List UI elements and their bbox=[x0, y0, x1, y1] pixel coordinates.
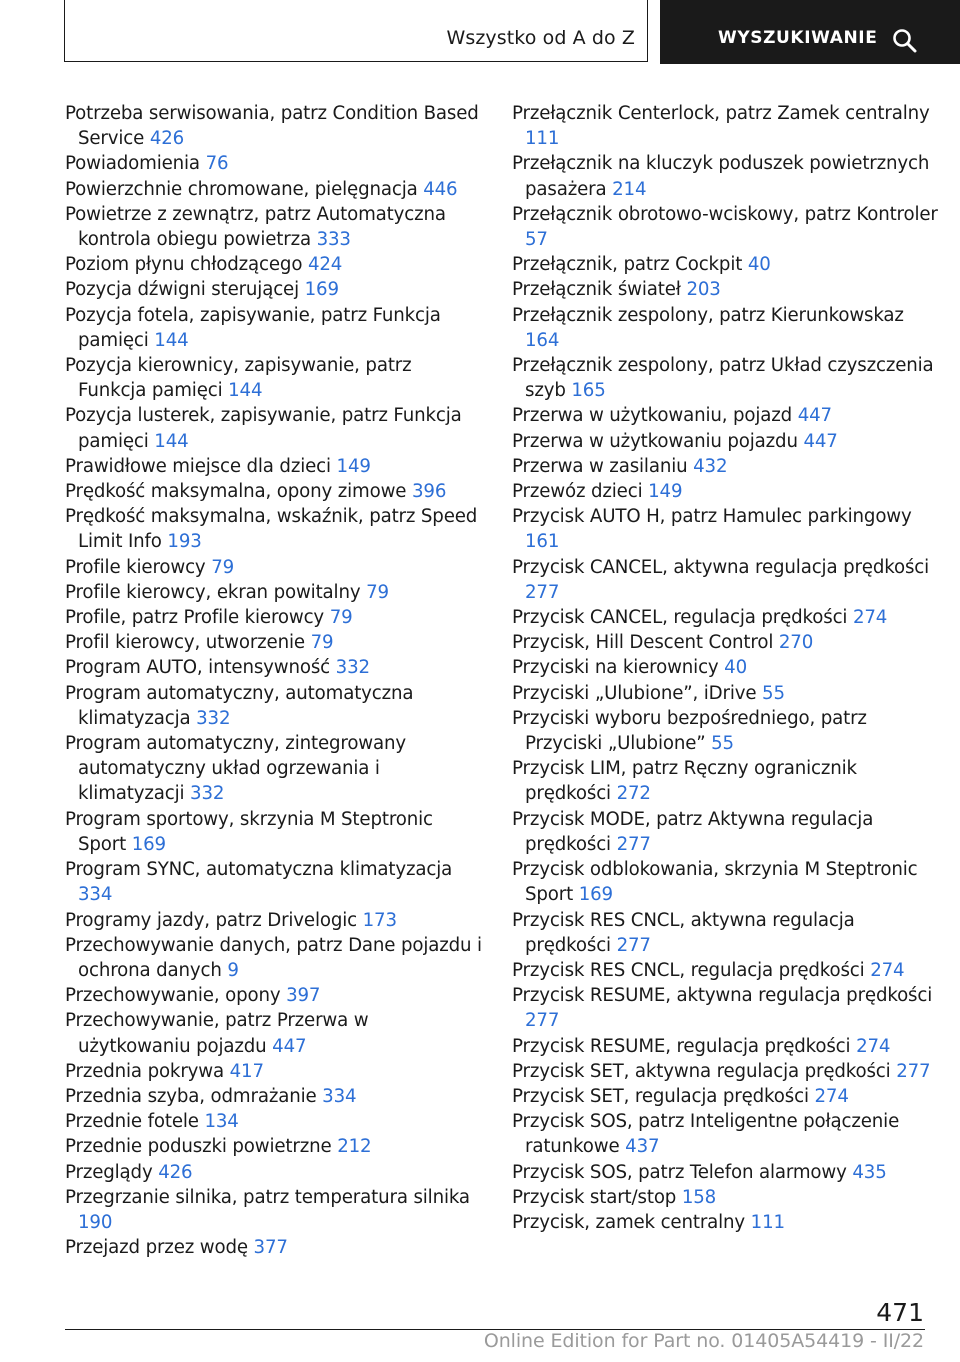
index-entry-text: Przeglądy bbox=[65, 1161, 159, 1183]
index-entry-text: Przycisk RES CNCL, regulacja prędkości bbox=[512, 959, 871, 981]
page-link[interactable]: 424 bbox=[307, 254, 343, 276]
page-link[interactable]: 144 bbox=[154, 430, 189, 452]
index-entry bbox=[512, 454, 942, 479]
index-entry-text: Przegrzanie silnika, patrz temperatura silnika bbox=[65, 1186, 470, 1208]
index-entry-text: Przednia pokrywa bbox=[65, 1060, 230, 1082]
page-link[interactable]: 144 bbox=[154, 329, 189, 351]
index-entry bbox=[65, 731, 485, 807]
index-entry-text: Przycisk LIM, patrz Ręczny ogranicznik prędkości bbox=[512, 758, 857, 805]
page-link[interactable]: 190 bbox=[78, 1211, 113, 1233]
page-link[interactable]: 79 bbox=[329, 607, 353, 629]
page-link[interactable]: 212 bbox=[337, 1136, 372, 1158]
page-link[interactable]: 144 bbox=[228, 380, 263, 402]
index-entry bbox=[65, 1109, 485, 1134]
index-entry-text: Prędkość maksymalna, opony zimowe bbox=[65, 481, 412, 503]
index-entry bbox=[512, 857, 942, 907]
page-link[interactable]: 79 bbox=[366, 581, 389, 603]
page-link[interactable]: 161 bbox=[525, 531, 560, 553]
index-entry-text: Przycisk RESUME, aktywna regulacja prędkości bbox=[512, 985, 933, 1007]
page-link[interactable]: 426 bbox=[158, 1161, 193, 1183]
index-entry-text: Przechowywanie, patrz Przerwa w użytkowaniu pojazdu bbox=[65, 1010, 369, 1057]
page-link[interactable]: 55 bbox=[762, 682, 785, 704]
index-entry bbox=[65, 1160, 485, 1185]
index-entry-text: Przednie poduszki powietrzne bbox=[65, 1136, 338, 1158]
index-entry bbox=[65, 177, 485, 202]
page-link[interactable]: 274 bbox=[856, 1035, 891, 1057]
index-entry bbox=[512, 681, 942, 706]
index-entry-text: Przycisk SET, aktywna regulacja prędkości bbox=[512, 1060, 897, 1082]
index-entry-text: Prawidłowe miejsce dla dzieci bbox=[65, 455, 337, 477]
page-link[interactable]: 397 bbox=[286, 985, 321, 1007]
index-entry-text: Przerwa w zasilaniu bbox=[512, 455, 694, 477]
index-entry bbox=[512, 1160, 942, 1185]
index-entry bbox=[512, 429, 942, 454]
page-link[interactable]: 111 bbox=[525, 128, 560, 150]
index-entry bbox=[65, 933, 485, 983]
search-tab-label: WYSZUKIWANIE bbox=[718, 28, 878, 48]
page-link[interactable]: 164 bbox=[525, 329, 560, 351]
page-link[interactable]: 57 bbox=[525, 229, 548, 251]
page-link[interactable]: 76 bbox=[205, 153, 229, 175]
index-entry-text: Przełącznik na kluczyk poduszek powietrznych pasażera bbox=[512, 153, 930, 200]
page-link[interactable]: 377 bbox=[253, 1237, 288, 1259]
page-link[interactable]: 158 bbox=[681, 1186, 717, 1208]
index-entry-text: Programy jazdy, patrz Drivelogic bbox=[65, 909, 363, 931]
index-column-left bbox=[65, 101, 485, 1260]
index-entry bbox=[512, 1084, 942, 1109]
page-link[interactable]: 214 bbox=[612, 178, 647, 200]
index-entry-text: Przechowywanie, opony bbox=[65, 985, 287, 1007]
index-entry bbox=[65, 1008, 485, 1058]
index-entry-text: Przycisk SET, regulacja prędkości bbox=[512, 1085, 815, 1107]
index-entry-text: Pozycja dźwigni sterującej bbox=[65, 279, 305, 301]
index-entry-text: Powietrze z zewnątrz, patrz Automatyczna kontrola obiegu powietrza bbox=[65, 203, 446, 251]
index-entry-text: Pozycja kierownicy, zapisywanie, patrz Funkcja pamięci bbox=[65, 355, 412, 402]
page-link[interactable]: 277 bbox=[616, 833, 651, 855]
index-entry-text: Przycisk AUTO H, patrz Hamulec parkingowy bbox=[512, 506, 912, 528]
index-entry bbox=[512, 555, 942, 605]
index-entry-text: Program sportowy, skrzynia M Steptronic Sport bbox=[65, 808, 433, 855]
index-entry bbox=[512, 756, 942, 806]
page-number: 471 bbox=[876, 1298, 924, 1327]
page-link[interactable]: 169 bbox=[578, 884, 613, 906]
index-entry bbox=[512, 479, 942, 504]
index-entry-text: Profile, patrz Profile kierowcy bbox=[65, 607, 330, 629]
page-link[interactable]: 417 bbox=[229, 1060, 264, 1082]
index-entry bbox=[512, 151, 942, 201]
index-entry-text: Przycisk RES CNCL, aktywna regulacja prędkości bbox=[512, 909, 855, 956]
page-link[interactable]: 396 bbox=[411, 481, 447, 503]
page-link[interactable]: 111 bbox=[750, 1211, 785, 1233]
page-link[interactable]: 447 bbox=[797, 405, 832, 427]
index-entry bbox=[512, 1059, 942, 1084]
index-columns bbox=[65, 101, 938, 1271]
index-entry bbox=[512, 630, 942, 655]
page-link[interactable]: 277 bbox=[616, 934, 651, 956]
index-entry-text: Przechowywanie danych, patrz Dane pojazdu i ochrona danych bbox=[65, 934, 482, 981]
page-link[interactable]: 277 bbox=[896, 1060, 931, 1082]
page-link[interactable]: 274 bbox=[852, 607, 888, 629]
index-entry-text: Przyciski wyboru bezpośredniego, patrz Przyciski „Ulubione” bbox=[512, 707, 867, 755]
index-entry bbox=[65, 605, 485, 630]
index-entry bbox=[65, 151, 485, 176]
index-entry bbox=[65, 857, 485, 907]
index-entry bbox=[65, 681, 485, 731]
page-link[interactable]: 40 bbox=[747, 254, 771, 276]
page-link[interactable]: 334 bbox=[322, 1085, 357, 1107]
tab-a-to-z[interactable] bbox=[64, 0, 648, 62]
page-link[interactable]: 169 bbox=[304, 279, 339, 301]
page-link[interactable]: 274 bbox=[814, 1085, 849, 1107]
index-entry bbox=[512, 101, 942, 151]
page-link[interactable]: 149 bbox=[648, 481, 683, 503]
index-entry bbox=[512, 252, 942, 277]
index-entry bbox=[512, 1210, 942, 1235]
search-tab[interactable] bbox=[660, 0, 960, 64]
index-entry-text: Pozycja fotela, zapisywanie, patrz Funkcja pamięci bbox=[65, 304, 441, 351]
index-entry bbox=[512, 403, 942, 428]
index-column-right bbox=[512, 101, 942, 1235]
page-link[interactable]: 270 bbox=[778, 632, 814, 654]
index-entry-text: Przycisk MODE, patrz Aktywna regulacja prędkości bbox=[512, 808, 874, 855]
index-entry bbox=[512, 303, 942, 353]
index-entry bbox=[65, 277, 485, 302]
index-entry-text: Przycisk SOS, patrz Telefon alarmowy bbox=[512, 1161, 853, 1183]
index-entry-text: Przycisk start/stop bbox=[512, 1186, 682, 1208]
index-entry-text: Przycisk CANCEL, regulacja prędkości bbox=[512, 607, 853, 629]
search-icon bbox=[892, 28, 918, 54]
index-entry bbox=[512, 504, 942, 554]
page-link[interactable]: 173 bbox=[362, 909, 397, 931]
page-link[interactable]: 165 bbox=[571, 380, 606, 402]
index-entry bbox=[512, 983, 942, 1033]
index-entry bbox=[65, 555, 485, 580]
index-entry-text: Przełącznik zespolony, patrz Układ czyszczenia szyb bbox=[512, 355, 934, 402]
index-entry bbox=[65, 252, 485, 277]
page-link[interactable]: 40 bbox=[724, 657, 748, 679]
page-link[interactable]: 426 bbox=[149, 128, 185, 150]
index-entry bbox=[65, 580, 485, 605]
index-entry-text: Przerwa w użytkowaniu pojazdu bbox=[512, 430, 804, 452]
index-entry-text: Powierzchnie chromowane, pielęgnacja bbox=[65, 178, 424, 200]
index-entry bbox=[65, 983, 485, 1008]
index-entry-text: Program automatyczny, zintegrowany automatyczny układ ogrzewania i klimatyzacji bbox=[65, 733, 407, 805]
index-entry-text: Przycisk CANCEL, aktywna regulacja prędkości bbox=[512, 556, 930, 578]
page-link[interactable]: 447 bbox=[803, 430, 838, 452]
index-entry bbox=[65, 1235, 485, 1260]
page-link[interactable]: 333 bbox=[316, 229, 351, 251]
page-link[interactable]: 332 bbox=[196, 707, 231, 729]
page-link[interactable]: 203 bbox=[686, 279, 721, 301]
page-link[interactable]: 169 bbox=[131, 833, 166, 855]
footer-edition: Online Edition for Part no. 01405A54419 - II/22 bbox=[483, 1330, 924, 1352]
index-entry bbox=[65, 454, 485, 479]
index-entry-text: Program SYNC, automatyczna klimatyzacja bbox=[65, 859, 453, 881]
index-entry-text: Pozycja lusterek, zapisywanie, patrz Funkcja pamięci bbox=[65, 405, 462, 452]
index-entry-text: Przełącznik świateł bbox=[512, 279, 687, 301]
index-entry bbox=[512, 1109, 942, 1159]
page-link[interactable]: 149 bbox=[336, 455, 371, 477]
index-entry bbox=[512, 706, 942, 756]
index-entry bbox=[512, 1034, 942, 1059]
index-entry bbox=[65, 479, 485, 504]
page-link[interactable]: 9 bbox=[227, 959, 239, 981]
page-link[interactable]: 79 bbox=[310, 632, 334, 654]
index-entry bbox=[65, 630, 485, 655]
index-entry-text: Przednie fotele bbox=[65, 1111, 205, 1133]
index-entry-text: Prędkość maksymalna, wskaźnik, patrz Speed Limit Info bbox=[65, 506, 478, 553]
page-link[interactable]: 332 bbox=[335, 657, 370, 679]
index-entry bbox=[65, 908, 485, 933]
index-entry-text: Przełącznik obrotowo-wciskowy, patrz Kontroler bbox=[512, 203, 938, 225]
page-link[interactable]: 277 bbox=[525, 581, 560, 603]
index-entry-text: Powiadomienia bbox=[65, 153, 206, 175]
index-entry bbox=[512, 655, 942, 680]
page-link[interactable]: 432 bbox=[693, 455, 728, 477]
header bbox=[64, 0, 960, 64]
page-link[interactable]: 193 bbox=[167, 531, 202, 553]
index-entry-text: Przewóz dzieci bbox=[512, 481, 649, 503]
index-entry-text: Przerwa w użytkowaniu, pojazd bbox=[512, 405, 798, 427]
index-entry-text: Przycisk, Hill Descent Control bbox=[512, 632, 779, 654]
index-entry bbox=[65, 101, 485, 151]
index-entry-text: Przyciski „Ulubione”, iDrive bbox=[512, 682, 763, 704]
page-link[interactable]: 134 bbox=[204, 1111, 239, 1133]
page-link[interactable]: 79 bbox=[211, 556, 235, 578]
tab-a-to-z-label: Wszystko od A do Z bbox=[446, 27, 635, 49]
page-link[interactable]: 435 bbox=[852, 1161, 887, 1183]
page-link[interactable]: 55 bbox=[711, 733, 734, 755]
index-entry bbox=[512, 958, 942, 983]
index-entry bbox=[512, 908, 942, 958]
index-entry-text: Przyciski na kierownicy bbox=[512, 657, 725, 679]
index-entry-text: Potrzeba serwisowania, patrz Condition Based Service bbox=[65, 103, 479, 150]
page-link[interactable]: 447 bbox=[272, 1035, 307, 1057]
index-entry bbox=[65, 403, 485, 453]
index-entry-text: Profile kierowcy, ekran powitalny bbox=[65, 581, 367, 603]
index-entry-text: Przycisk SOS, patrz Inteligentne połączenie ratunkowe bbox=[512, 1111, 900, 1158]
page-link[interactable]: 274 bbox=[870, 959, 905, 981]
index-entry bbox=[65, 1134, 485, 1159]
index-entry-text: Profil kierowcy, utworzenie bbox=[65, 632, 311, 654]
page-link[interactable]: 332 bbox=[190, 783, 225, 805]
index-entry bbox=[65, 807, 485, 857]
index-entry-text: Poziom płynu chłodzącego bbox=[65, 254, 308, 276]
index-entry-text: Przełącznik Centerlock, patrz Zamek centralny bbox=[512, 103, 930, 124]
index-entry bbox=[65, 353, 485, 403]
page-link[interactable]: 334 bbox=[78, 884, 113, 906]
index-entry-text: Przycisk odblokowania, skrzynia M Steptronic Sport bbox=[512, 859, 918, 906]
index-entry bbox=[65, 1084, 485, 1109]
index-entry-text: Profile kierowcy bbox=[65, 556, 212, 578]
index-entry bbox=[512, 353, 942, 403]
index-entry-text: Program automatyczny, automatyczna klimatyzacja bbox=[65, 682, 414, 729]
index-entry bbox=[65, 202, 485, 252]
index-entry bbox=[512, 277, 942, 302]
page-link[interactable]: 446 bbox=[423, 178, 458, 200]
index-entry-text: Przełącznik, patrz Cockpit bbox=[512, 254, 748, 276]
index-entry-text: Przejazd przez wodę bbox=[65, 1237, 254, 1259]
index-entry-text: Przednia szyba, odmrażanie bbox=[65, 1085, 323, 1107]
index-entry bbox=[512, 605, 942, 630]
page-link[interactable]: 272 bbox=[616, 783, 651, 805]
index-entry bbox=[65, 1059, 485, 1084]
index-entry bbox=[65, 303, 485, 353]
index-entry bbox=[65, 1185, 485, 1235]
page-link[interactable]: 437 bbox=[625, 1136, 660, 1158]
index-entry bbox=[512, 807, 942, 857]
index-entry bbox=[512, 1185, 942, 1210]
index-entry bbox=[512, 202, 942, 252]
index-entry bbox=[65, 504, 485, 554]
index-entry-text: Przycisk RESUME, regulacja prędkości bbox=[512, 1035, 857, 1057]
page-link[interactable]: 277 bbox=[525, 1010, 560, 1032]
index-entry bbox=[65, 655, 485, 680]
index-entry-text: Przycisk, zamek centralny bbox=[512, 1211, 751, 1233]
index-entry-text: Przełącznik zespolony, patrz Kierunkowskaz bbox=[512, 304, 904, 326]
index-entry-text: Program AUTO, intensywność bbox=[65, 657, 336, 679]
